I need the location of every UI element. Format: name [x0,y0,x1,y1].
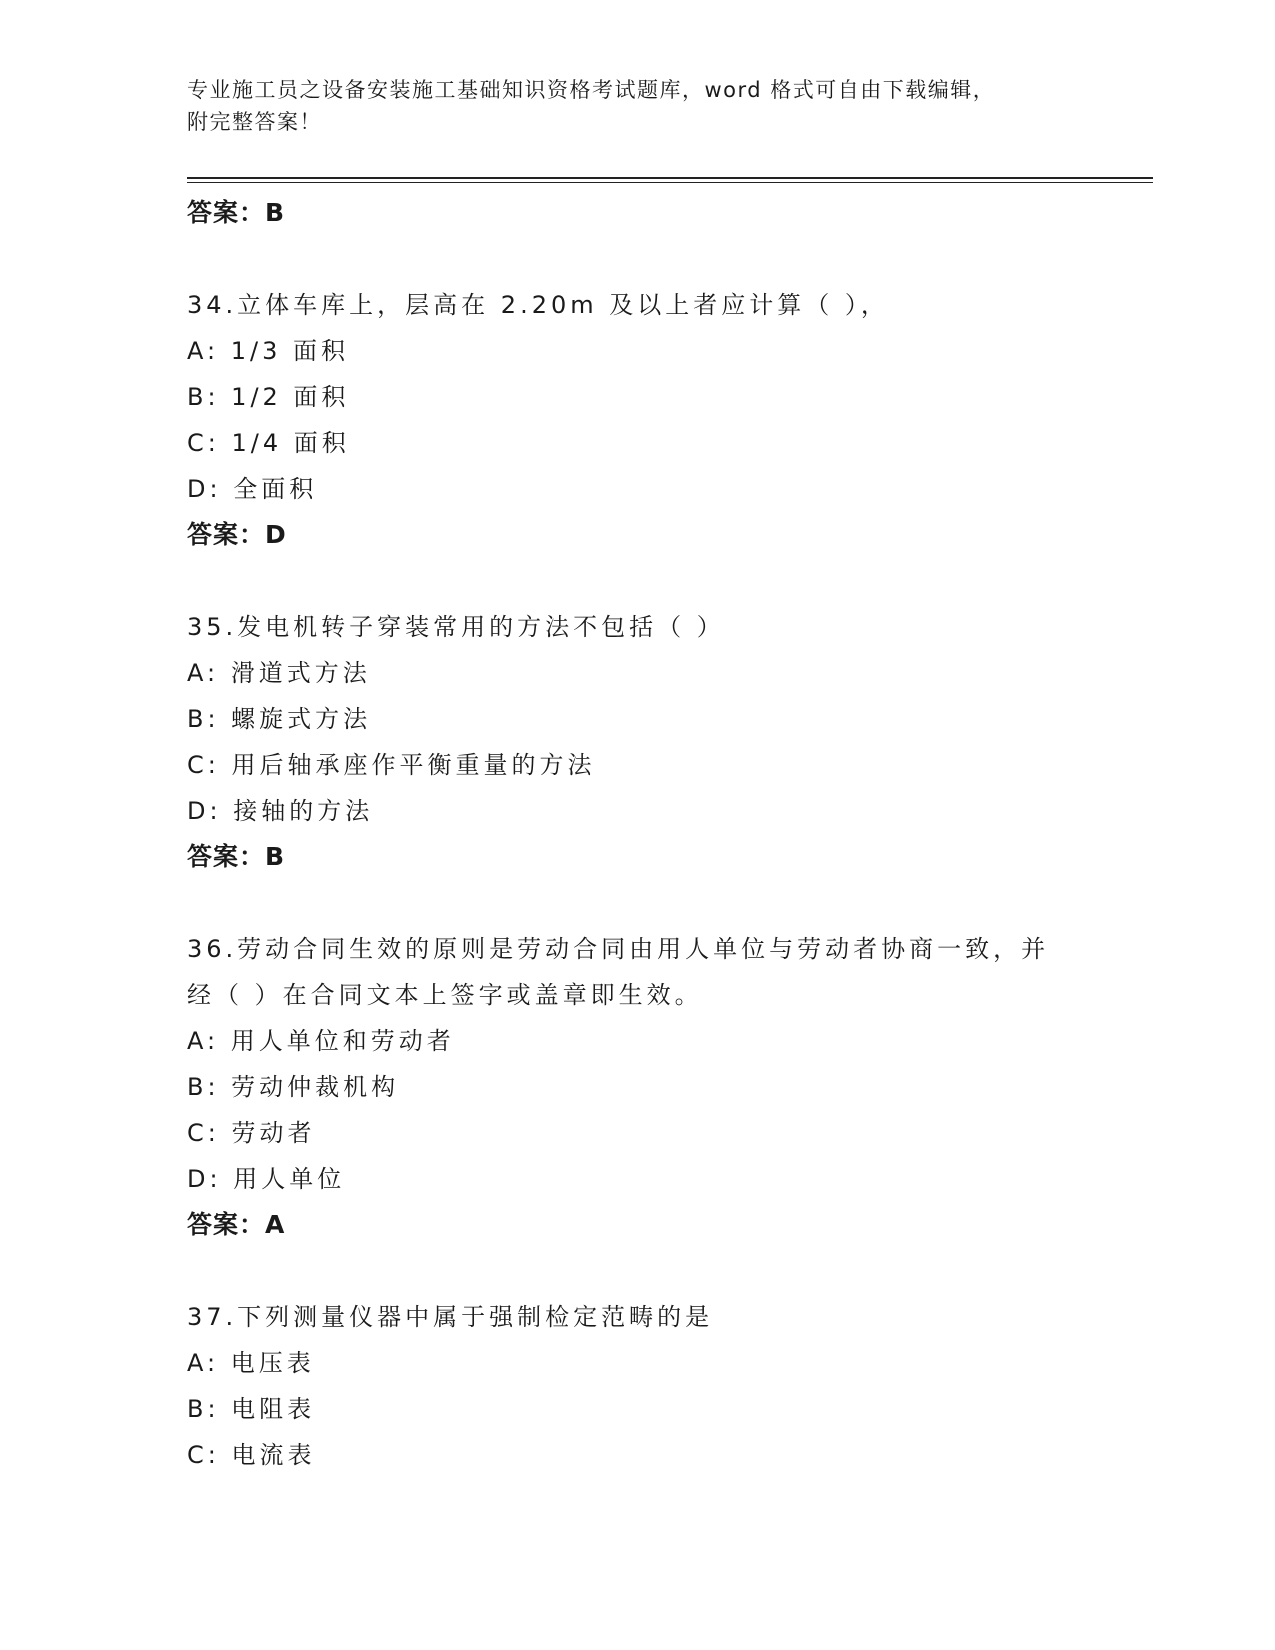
option-d: D: 全面积 [187,475,318,503]
option-c: C: 劳动者 [187,1119,316,1147]
option-b: B: 劳动仲裁机构 [187,1073,400,1101]
question-37 [187,1294,1087,1478]
question-35 [187,604,1087,880]
question-stem-line-2: 经（ ）在合同文本上签字或盖章即生效。 [187,981,703,1009]
option-a: A: 电压表 [187,1349,315,1377]
question-stem: 34.立体车库上，层高在 2.20m 及以上者应计算（ ）， [187,291,889,319]
answer-line: 答案：B [187,198,286,227]
option-a: A: 滑道式方法 [187,659,371,687]
header-divider-thin [187,182,1153,183]
option-b: B: 电阻表 [187,1395,316,1423]
option-b: B: 螺旋式方法 [187,705,372,733]
header-divider-thick [187,177,1153,179]
option-c: C: 电流表 [187,1441,316,1469]
question-36 [187,926,1087,1248]
document-header [187,74,1087,138]
question-stem: 35.发电机转子穿装常用的方法不包括（ ） [187,613,725,641]
answer-line: 答案：B [187,842,286,871]
question-34 [187,282,1087,558]
answer-line: 答案：D [187,520,287,549]
option-a: A: 1/3 面积 [187,337,349,365]
option-c: C: 1/4 面积 [187,429,350,457]
header-line-1: 专业施工员之设备安装施工基础知识资格考试题库，word 格式可自由下载编辑， [187,78,996,102]
question-stem: 37.下列测量仪器中属于强制检定范畴的是 [187,1303,714,1331]
header-line-2: 附完整答案！ [187,110,322,134]
option-b: B: 1/2 面积 [187,383,350,411]
option-d: D: 用人单位 [187,1165,346,1193]
question-stem-line-1: 36.劳动合同生效的原则是劳动合同由用人单位与劳动者协商一致，并 [187,935,1050,963]
option-c: C: 用后轴承座作平衡重量的方法 [187,751,596,779]
answer-line: 答案：A [187,1210,286,1239]
option-d: D: 接轴的方法 [187,797,374,825]
option-a: A: 用人单位和劳动者 [187,1027,455,1055]
question-list [187,190,1087,1478]
